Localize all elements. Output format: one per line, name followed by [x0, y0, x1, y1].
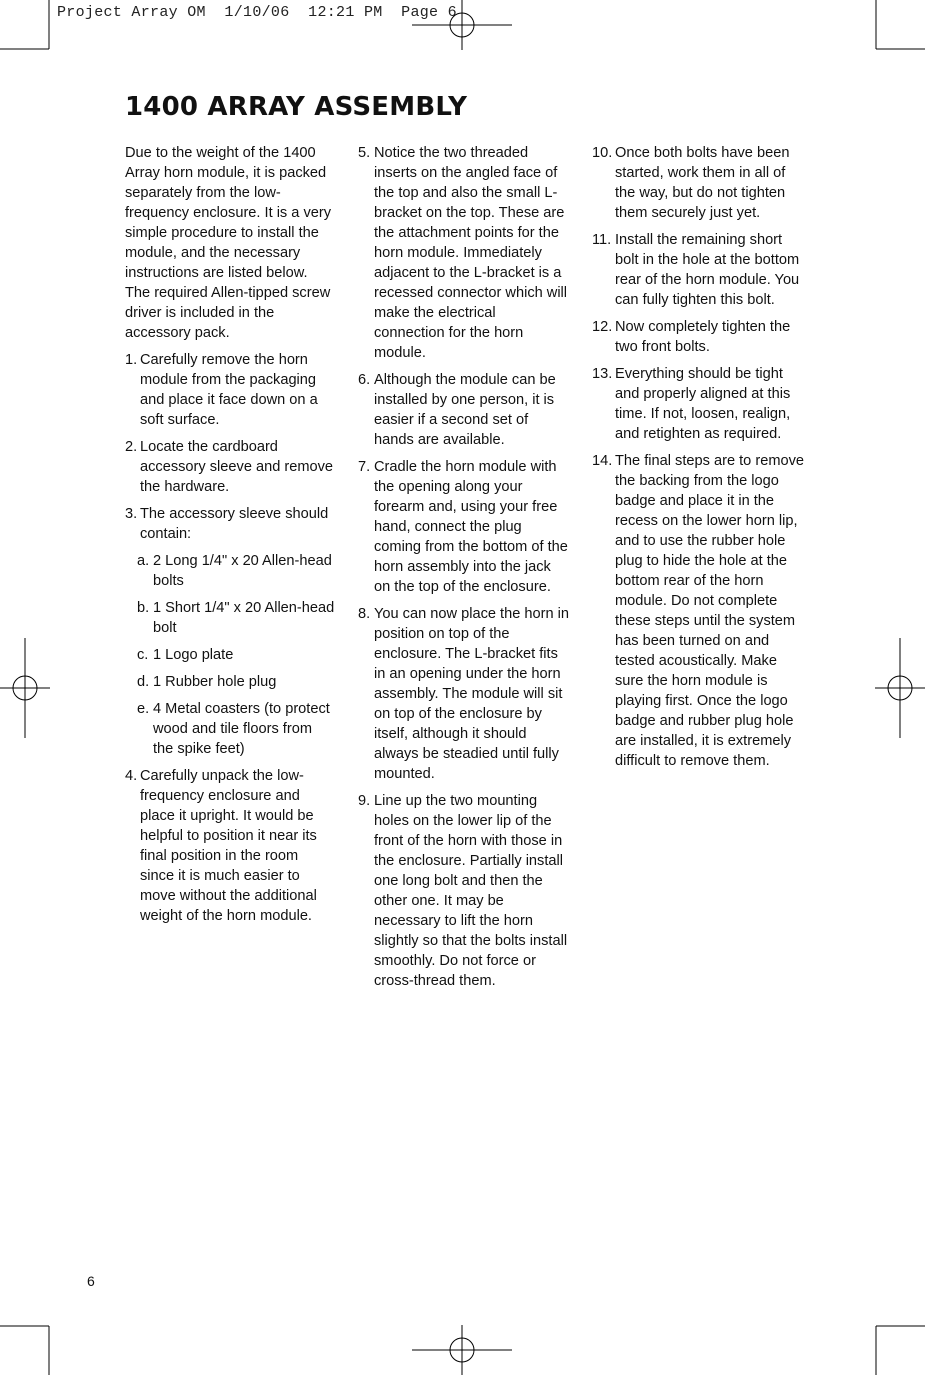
step-number: 14. — [592, 453, 613, 469]
step-number: 8. — [358, 606, 371, 622]
step-text: Although the module can be installed by one person, it is easier if a second set of hands are available. — [374, 372, 556, 448]
step-1 — [125, 350, 335, 430]
contents-letter: e. — [137, 701, 150, 717]
step-number: 3. — [125, 506, 138, 522]
step-text: Everything should be tight and properly aligned at this time. If not, loosen, realign, and retighten as required. — [615, 366, 791, 442]
column-2 — [358, 143, 570, 998]
contents-text: 1 Short 1/4" x 20 Allen-head bolt — [153, 600, 335, 636]
contents-text: 1 Rubber hole plug — [153, 674, 277, 690]
step-number: 9. — [358, 793, 371, 809]
contents-item-d — [137, 672, 335, 692]
contents-letter: d. — [137, 674, 150, 690]
step-2 — [125, 437, 335, 497]
step-text: The final steps are to remove the backing from the logo badge and place it in the recess on the lower horn lip, and to use the rubber hole plug to hide the hole at the bottom rear of the horn module. Do not complete these steps until the system has been turned on and tested acoustically. Make sure the horn module is playing first. Once the logo badge and rubber plug hole are installed, it is extremely difficult to remove them. — [615, 453, 804, 769]
contents-letter: b. — [137, 600, 150, 616]
page-title: 1400 ARRAY ASSEMBLY — [125, 92, 468, 122]
registration-mark-right — [875, 638, 925, 738]
step-5 — [358, 143, 570, 363]
step-text: Carefully unpack the low-frequency enclosure and place it upright. It would be helpful to position it near its final position in the room since it is much easier to move without the additional weight of the horn module. — [140, 768, 317, 924]
print-slug-line: Project Array OM 1/10/06 12:21 PM Page 6 — [57, 4, 457, 21]
step-text: Line up the two mounting holes on the lower lip of the front of the horn with those in the enclosure. Partially install one long bolt and then the other one. It may be necessary to lift the horn slightly so that the bolts install smoothly. Do not force or cross-thread them. — [374, 793, 568, 989]
step-text: You can now place the horn in position on top of the enclosure. The L-bracket fits in an opening under the horn assembly. The module will sit on top of the enclosure by itself, although it should always be steadied until fully mounted. — [374, 606, 569, 782]
contents-text: 4 Metal coasters (to protect wood and tile floors from the spike feet) — [153, 701, 330, 757]
step-number: 2. — [125, 439, 138, 455]
step-text: Locate the cardboard accessory sleeve and remove the hardware. — [140, 439, 334, 495]
step-text: Cradle the horn module with the opening along your forearm and, using your free hand, connect the plug coming from the bottom of the horn assembly into the jack on the top of the enclosure. — [374, 459, 568, 595]
contents-text: 2 Long 1/4" x 20 Allen-head bolts — [153, 553, 332, 589]
contents-letter: c. — [137, 647, 149, 663]
crop-mark-top-right — [876, 0, 925, 49]
step-9 — [358, 791, 570, 991]
step-6 — [358, 370, 570, 450]
step-number: 1. — [125, 352, 138, 368]
step-8 — [358, 604, 570, 784]
crop-mark-bottom-left — [0, 1326, 49, 1375]
step-number: 10. — [592, 145, 613, 161]
contents-text: 1 Logo plate — [153, 647, 234, 663]
contents-letter: a. — [137, 553, 150, 569]
step-text: Once both bolts have been started, work them in all of the way, but do not tighten them securely just yet. — [615, 145, 790, 221]
step-number: 4. — [125, 768, 138, 784]
step-number: 6. — [358, 372, 371, 388]
step-text: Carefully remove the horn module from the packaging and place it face down on a soft surface. — [140, 352, 318, 428]
step-4 — [125, 766, 335, 926]
contents-item-b — [137, 598, 335, 638]
column-3 — [592, 143, 807, 778]
step-3 — [125, 504, 335, 544]
crop-mark-top-left — [0, 0, 49, 49]
step-number: 12. — [592, 319, 613, 335]
step-text: Notice the two threaded inserts on the angled face of the top and also the small L-bracket on the top. These are the attachment points for the horn module. Immediately adjacent to the L-bracket is a recessed connector which will make the electrical connection for the horn module. — [374, 145, 568, 361]
contents-item-e — [137, 699, 335, 759]
registration-mark-top — [412, 0, 512, 50]
step-number: 13. — [592, 366, 613, 382]
step-13 — [592, 364, 807, 444]
step-10 — [592, 143, 807, 223]
step-number: 11. — [592, 232, 612, 248]
page-number: 6 — [87, 1273, 95, 1289]
step-text: The accessory sleeve should contain: — [140, 506, 329, 542]
contents-item-c — [137, 645, 335, 665]
crop-mark-bottom-right — [876, 1326, 925, 1375]
registration-mark-bottom — [412, 1325, 512, 1375]
step-number: 5. — [358, 145, 371, 161]
step-7 — [358, 457, 570, 597]
intro-paragraph: Due to the weight of the 1400 Array horn module, it is packed separately from the low-frequency enclosure. It is a very simple procedure to install the module, and the necessary instructions are listed below. The required Allen-tipped screw driver is included in the accessory pack. — [125, 145, 332, 341]
column-1 — [125, 143, 335, 933]
contents-item-a — [137, 551, 335, 591]
registration-mark-left — [0, 638, 50, 738]
step-12 — [592, 317, 807, 357]
step-11 — [592, 230, 807, 310]
step-text: Now completely tighten the two front bolts. — [615, 319, 791, 355]
step-text: Install the remaining short bolt in the hole at the bottom rear of the horn module. You can fully tighten this bolt. — [615, 232, 800, 308]
step-number: 7. — [358, 459, 371, 475]
step-14 — [592, 451, 807, 771]
